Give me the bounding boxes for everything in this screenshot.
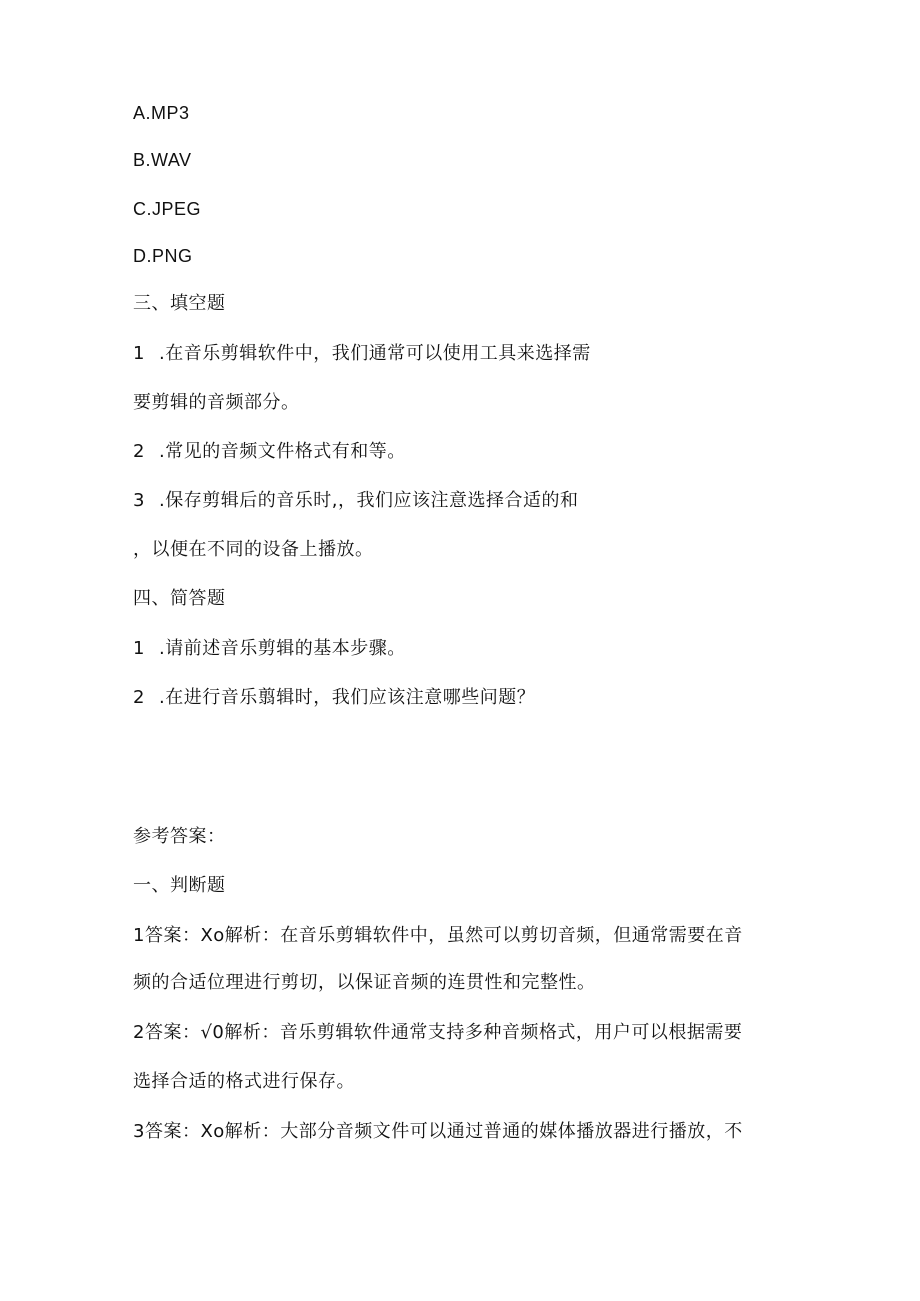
answer-3-line-1: 3答案：Xo解析：大部分音频文件可以通过普通的媒体播放器进行播放，不: [133, 1121, 743, 1142]
short-answer-question-1: [133, 637, 406, 661]
short-answer-question-2: [133, 686, 535, 710]
answers-heading: 参考答案：: [133, 826, 226, 847]
question-number: 2: [133, 687, 145, 708]
question-number: 3: [133, 490, 145, 511]
question-text: .请前述音乐剪辑的基本步骤。: [159, 638, 406, 659]
question-number: 1: [133, 638, 145, 659]
fill-question-3: [133, 489, 578, 513]
answer-1-line-2: 频的合适位理进行剪切，以保证音频的连贯性和完整性。: [133, 972, 596, 993]
section-3-heading: 三、填空题: [133, 293, 226, 314]
fill-question-2: [133, 440, 406, 464]
answer-1-line-1: 1答案：Xo解析：在音乐剪辑软件中，虽然可以剪切音频，但通常需要在音: [133, 925, 743, 946]
question-number: 2: [133, 441, 145, 462]
option-d: D.PNG: [133, 246, 193, 266]
question-text: .在进行音乐翦辑时，我们应该注意哪些问题？: [159, 687, 536, 708]
question-text: .在音乐剪辑软件中，我们通常可以使用工具来选择需: [159, 343, 591, 364]
fill-question-1-continued: 要剪辑的音频部分。: [133, 392, 300, 413]
fill-question-3-continued: ，以便在不同的设备上播放。: [133, 539, 374, 560]
answers-section-1-heading: 一、判断题: [133, 875, 226, 896]
question-text: .保存剪辑后的音乐时,，我们应该注意选择合适的和: [159, 490, 579, 511]
fill-question-1: [133, 342, 591, 366]
option-c: C.JPEG: [133, 199, 202, 219]
answer-2-line-2: 选择合适的格式进行保存。: [133, 1071, 355, 1092]
option-b: B.WAV: [133, 150, 192, 170]
option-a: A.MP3: [133, 103, 190, 123]
question-text: .常见的音频文件格式有和等。: [159, 441, 406, 462]
section-4-heading: 四、简答题: [133, 588, 226, 609]
answer-2-line-1: 2答案：√0解析：音乐剪辑软件通常支持多种音频格式，用户可以根据需要: [133, 1022, 743, 1043]
question-number: 1: [133, 343, 145, 364]
